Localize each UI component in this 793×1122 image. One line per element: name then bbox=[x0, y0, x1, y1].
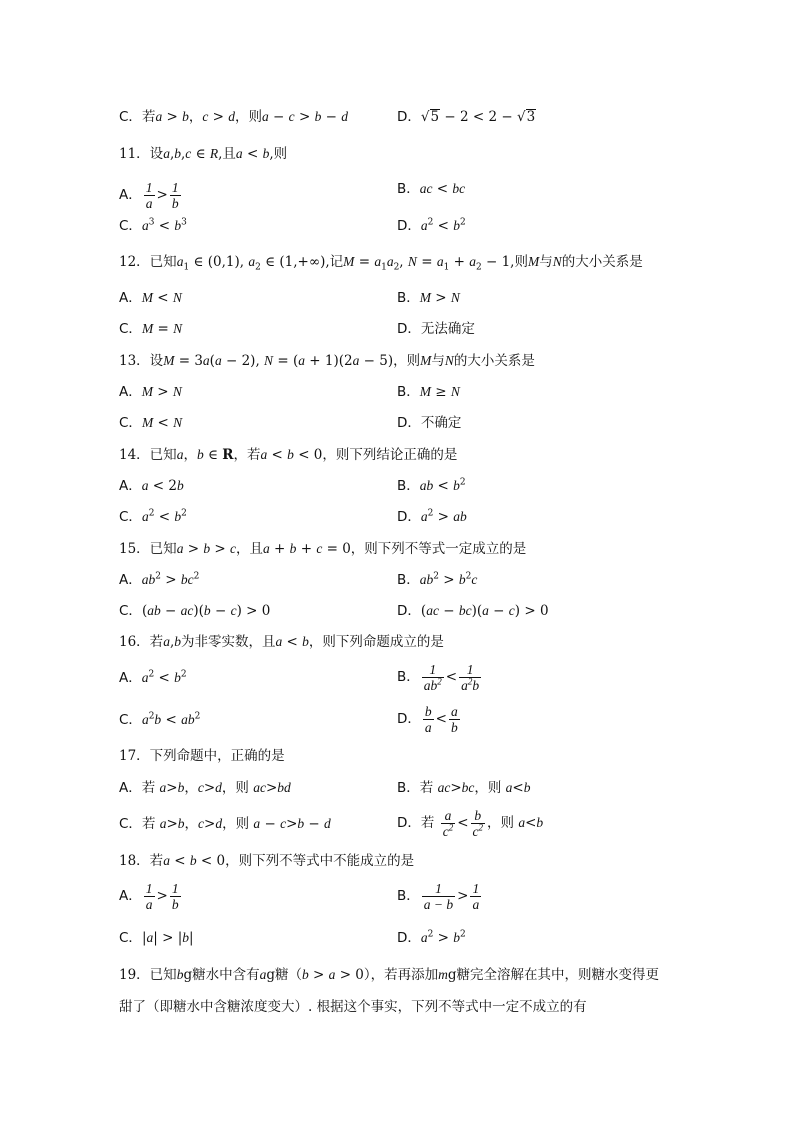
q13-option-b: B．M ≥ N bbox=[397, 384, 460, 400]
q12-option-d: D．无法确定 bbox=[397, 321, 475, 337]
q14-option-d: D．$a^2$ > ab bbox=[397, 508, 467, 525]
q11-option-c: C．$a^3 < b^3$ bbox=[119, 217, 187, 234]
q10-option-d: D．√5 − 2 < 2 − √3 bbox=[397, 109, 536, 125]
q11-option-b: B．ac < bc bbox=[397, 181, 466, 197]
q12-option-b: B．M > N bbox=[397, 290, 460, 306]
q15-option-a: A．$ab^2 > bc^2$ bbox=[119, 571, 200, 588]
q17-option-b: B．若 ac>bc，则 a<b bbox=[397, 780, 531, 796]
q11-option-d: D．$a^2 < b^2$ bbox=[397, 217, 466, 234]
q15-option-d: D．(ac − bc)(a − c) > 0 bbox=[397, 603, 549, 619]
q19-stem-line2: 甜了（即糖水中含糖浓度变大）. 根据这个事实，下列不等式中一定不成立的有 bbox=[119, 999, 587, 1015]
q17-option-c: C．若 a>b，c>d，则 a − c>b − d bbox=[119, 816, 331, 832]
q13-option-a: A．M > N bbox=[119, 384, 182, 400]
q18-option-a: A． $\frac{1}{a}$ > $\frac{1}{b}$ bbox=[119, 881, 179, 912]
q16-option-a: A．$a^2 < b^2$ bbox=[119, 669, 187, 686]
q14-option-a: A．a < 2b bbox=[119, 478, 184, 494]
q19-stem-line1: 19．已知bg糖水中含有ag糖（b > a > 0），若再添加mg糖完全溶解在其中，则糖水变得更 bbox=[119, 967, 660, 983]
q18-option-b: B． $\frac{1}{a - b}$ > $\frac{1}{a}$ bbox=[397, 881, 480, 912]
q17-option-a: A．若 a>b，c>d，则 ac>bd bbox=[119, 780, 291, 796]
q16-option-b: B． $\frac{1}{ab^2}$ < $\frac{1}{a^2b}$ bbox=[397, 662, 480, 693]
q18-option-d: D．$a^2 > b^2$ bbox=[397, 929, 466, 946]
q12-option-c: C．M = N bbox=[119, 321, 183, 337]
q15-stem: 15．已知a > b > c，且a + b + c = 0，则下列不等式一定成立的是 bbox=[119, 541, 527, 557]
q13-stem: 13．设M = 3a(a − 2), N = (a + 1)(2a − 5)，则M与N的大小关系是 bbox=[119, 353, 535, 369]
q11-option-a: A． $\frac{1}{a}$ > $\frac{1}{b}$ bbox=[119, 180, 179, 211]
q12-stem: 12．已知$a_1$ ∈ (0,1), $a_2$ ∈ (1,+∞),记$M = a_1a_2$, $N = a_1 + a_2 - 1$,则M与N的大小关系是 bbox=[119, 254, 643, 273]
q14-stem: 14．已知a，b ∈ R，若a < b < 0，则下列结论正确的是 bbox=[119, 447, 458, 463]
q18-stem: 18．若a < b < 0，则下列不等式中不能成立的是 bbox=[119, 853, 415, 869]
q13-option-c: C．M < N bbox=[119, 415, 183, 431]
q11-stem: 11．设a,b,c ∈ R,且a < b,则 bbox=[119, 146, 288, 162]
q17-option-d: D．若 $\frac{a}{c^2}$ < $\frac{b}{c^2}$ ，则 a<b bbox=[397, 808, 544, 839]
q18-option-c: C．|a| > |b| bbox=[119, 930, 194, 946]
q14-option-c: C．$a^2 < b^2$ bbox=[119, 508, 187, 525]
q16-stem: 16．若a,b为非零实数，且a < b，则下列命题成立的是 bbox=[119, 634, 444, 650]
q10-option-c: C．若a > b，c > d，则a − c > b − d bbox=[119, 109, 348, 125]
q13-option-d: D．不确定 bbox=[397, 415, 462, 431]
q14-option-b: B．ab < $b^2$ bbox=[397, 477, 466, 494]
q16-option-c: C．$a^2b < ab^2$ bbox=[119, 711, 201, 728]
q16-option-d: D． $\frac{b}{a}$ < $\frac{a}{b}$ bbox=[397, 704, 458, 735]
q15-option-c: C．(ab − ac)(b − c) > 0 bbox=[119, 603, 271, 619]
q15-option-b: B．$ab^2 > b^2c$ bbox=[397, 571, 478, 588]
q12-option-a: A．M < N bbox=[119, 290, 182, 306]
q17-stem: 17．下列命题中，正确的是 bbox=[119, 748, 285, 764]
